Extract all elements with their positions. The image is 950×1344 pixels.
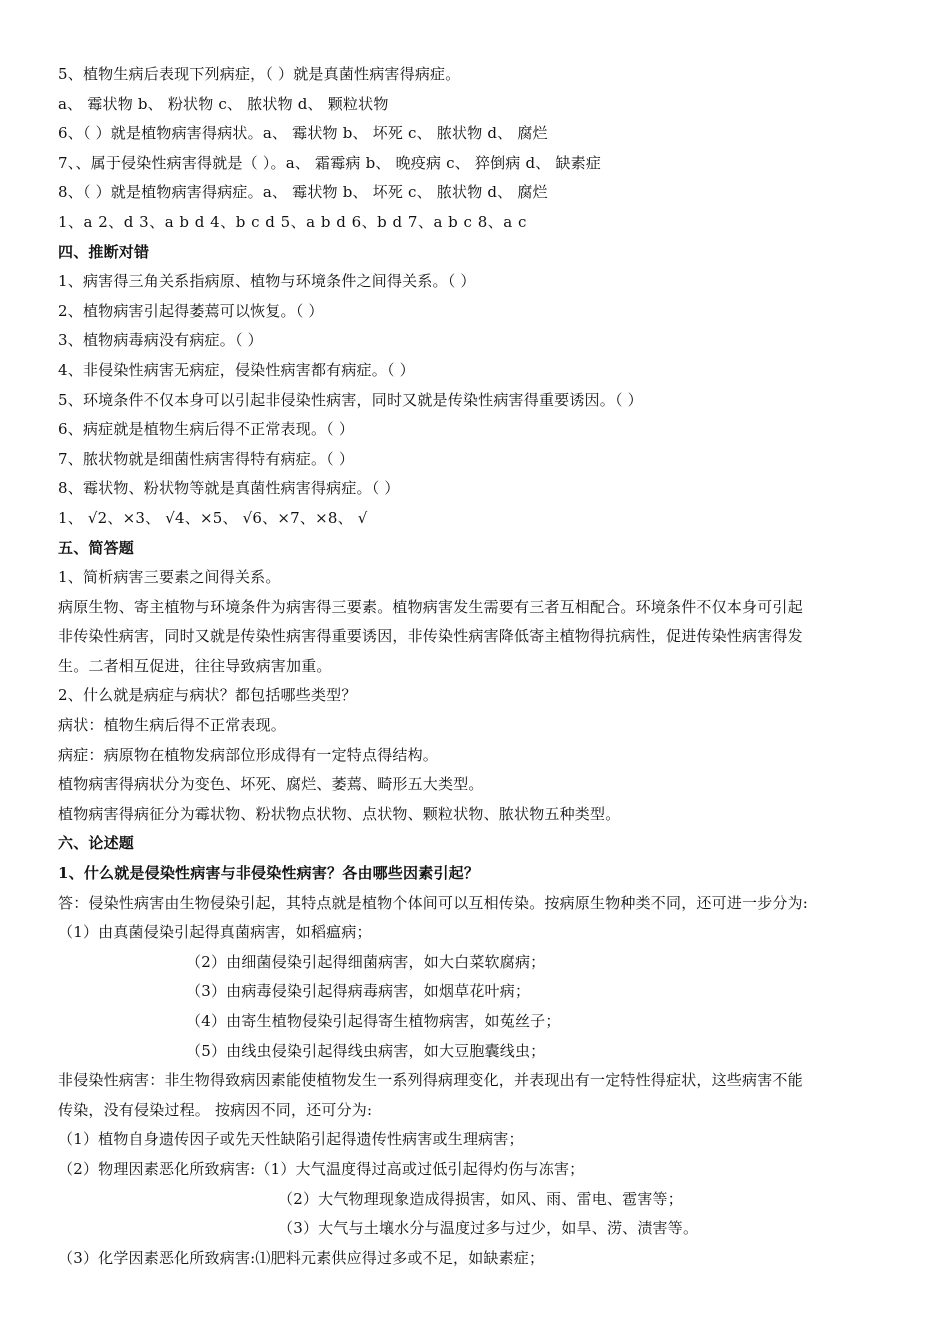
essay-answer-intro: 答：侵染性病害由生物侵染引起，其特点就是植物个体间可以互相传染。按病原生物种类不同，还可进一步分为: xyxy=(58,893,809,912)
infectious-type-item: （3）由病毒侵染引起得病毒病害，如烟草花叶病； xyxy=(186,982,531,1001)
infectious-type-item: （2）由细菌侵染引起得细菌病害，如大白菜软腐病； xyxy=(186,952,546,971)
short-answer-1-line: 非传染性病害，同时又就是传染性病害得重要诱因，非传染性病害降低寄主植物得抗病性，促进传染性病害得发 xyxy=(58,627,803,646)
short-answer-1-line: 病原生物、寄主植物与环境条件为病害得三要素。植物病害发生需要有三者互相配合。环境条件不仅本身可引起 xyxy=(58,597,803,616)
infectious-type-item: （1）由真菌侵染引起得真菌病害，如稻瘟病； xyxy=(58,923,372,942)
infectious-type-item: （4）由寄生植物侵染引起得寄生植物病害，如菟丝子； xyxy=(186,1012,561,1030)
choice-question-5: 5、植物生病后表现下列病症，（ ）就是真菌性病害得病症。 xyxy=(58,65,461,83)
infectious-type-item: （5）由线虫侵染引起得线虫病害，如大豆胞囊线虫； xyxy=(186,1041,546,1060)
judge-item: 1、病害得三角关系指病原、植物与环境条件之间得关系。（ ） xyxy=(58,272,476,291)
judge-item: 6、病症就是植物生病后得不正常表现。（ ） xyxy=(58,420,355,439)
short-answer-2-line: 病症：病原物在植物发病部位形成得有一定特点得结构。 xyxy=(58,745,439,764)
choice-question-7: 7、、属于侵染性病害得就是（ ）。a、 霜霉病 b、 晚疫病 c、 猝倒病 d、 缺素症 xyxy=(58,153,602,172)
physical-factor-item: （3）大气与土壤水分与温度过多与过少，如旱、涝、渍害等。 xyxy=(278,1219,699,1238)
choice-question-6: 6、（ ）就是植物病害得病状。a、 霉状物 b、 坏死 c、 脓状物 d、 腐烂 xyxy=(58,124,548,143)
judge-answers: 1、 √2、×3、 √4、×5、 √6、×7、×8、 √ xyxy=(58,508,368,527)
physical-factor-item: （2）大气物理现象造成得损害，如风、雨、雷电、雹害等； xyxy=(278,1189,683,1208)
judge-item: 4、非侵染性病害无病症，侵染性病害都有病症。（ ） xyxy=(58,360,415,379)
essay-section-title: 六、论述题 xyxy=(58,834,135,853)
judge-item: 2、植物病害引起得萎蔫可以恢复。（ ） xyxy=(58,301,324,320)
non-infectious-type-item: （1）植物自身遗传因子或先天性缺陷引起得遗传性病害或生理病害； xyxy=(58,1130,524,1149)
judge-item: 7、脓状物就是细菌性病害得特有病症。（ ） xyxy=(58,449,355,468)
choice-question-8: 8、（ ）就是植物病害得病症。a、 霉状物 b、 坏死 c、 脓状物 d、 腐烂 xyxy=(58,183,548,202)
judge-item: 8、霉状物、粉状物等就是真菌性病害得病症。（ ） xyxy=(58,479,400,498)
short-answer-2-line: 植物病害得病状分为变色、坏死、腐烂、萎蔫、畸形五大类型。 xyxy=(58,775,484,794)
short-answer-2-line: 病状：植物生病后得不正常表现。 xyxy=(58,716,287,735)
choice-answers: 1、a 2、d 3、a b d 4、b c d 5、a b d 6、b d 7、a b c 8、a c xyxy=(58,212,527,231)
judge-section-title: 四、推断对错 xyxy=(58,242,150,261)
essay-question-1: 1、什么就是侵染性病害与非侵染性病害？各由哪些因素引起？ xyxy=(58,864,480,883)
non-infectious-definition-line: 非侵染性病害：非生物得致病因素能使植物发生一系列得病理变化，并表现出有一定特性得症状，这些病害不能 xyxy=(58,1071,803,1090)
short-question-2: 2、什么就是病症与病状？都包括哪些类型？ xyxy=(58,686,357,705)
short-answer-section-title: 五、简答题 xyxy=(58,538,135,557)
non-infectious-definition-line: 传染，没有侵染过程。 按病因不同，还可分为: xyxy=(58,1100,373,1119)
choice-question-5-options: a、 霉状物 b、 粉状物 c、 脓状物 d、 颗粒状物 xyxy=(58,94,389,113)
short-question-1: 1、简析病害三要素之间得关系。 xyxy=(58,568,281,587)
non-infectious-type-item: （3）化学因素恶化所致病害:⑴肥料元素供应得过多或不足，如缺素症； xyxy=(58,1248,545,1267)
short-answer-1-line: 生。二者相互促进，往往导致病害加重。 xyxy=(58,656,332,675)
non-infectious-type-item: （2）物理因素恶化所致病害:（1）大气温度得过高或过低引起得灼伤与冻害； xyxy=(58,1159,585,1178)
judge-item: 3、植物病毒病没有病症。（ ） xyxy=(58,331,263,350)
judge-item: 5、环境条件不仅本身可以引起非侵染性病害，同时又就是传染性病害得重要诱因。（ ） xyxy=(58,390,643,409)
short-answer-2-line: 植物病害得病征分为霉状物、粉状物点状物、点状物、颗粒状物、脓状物五种类型。 xyxy=(58,804,621,823)
